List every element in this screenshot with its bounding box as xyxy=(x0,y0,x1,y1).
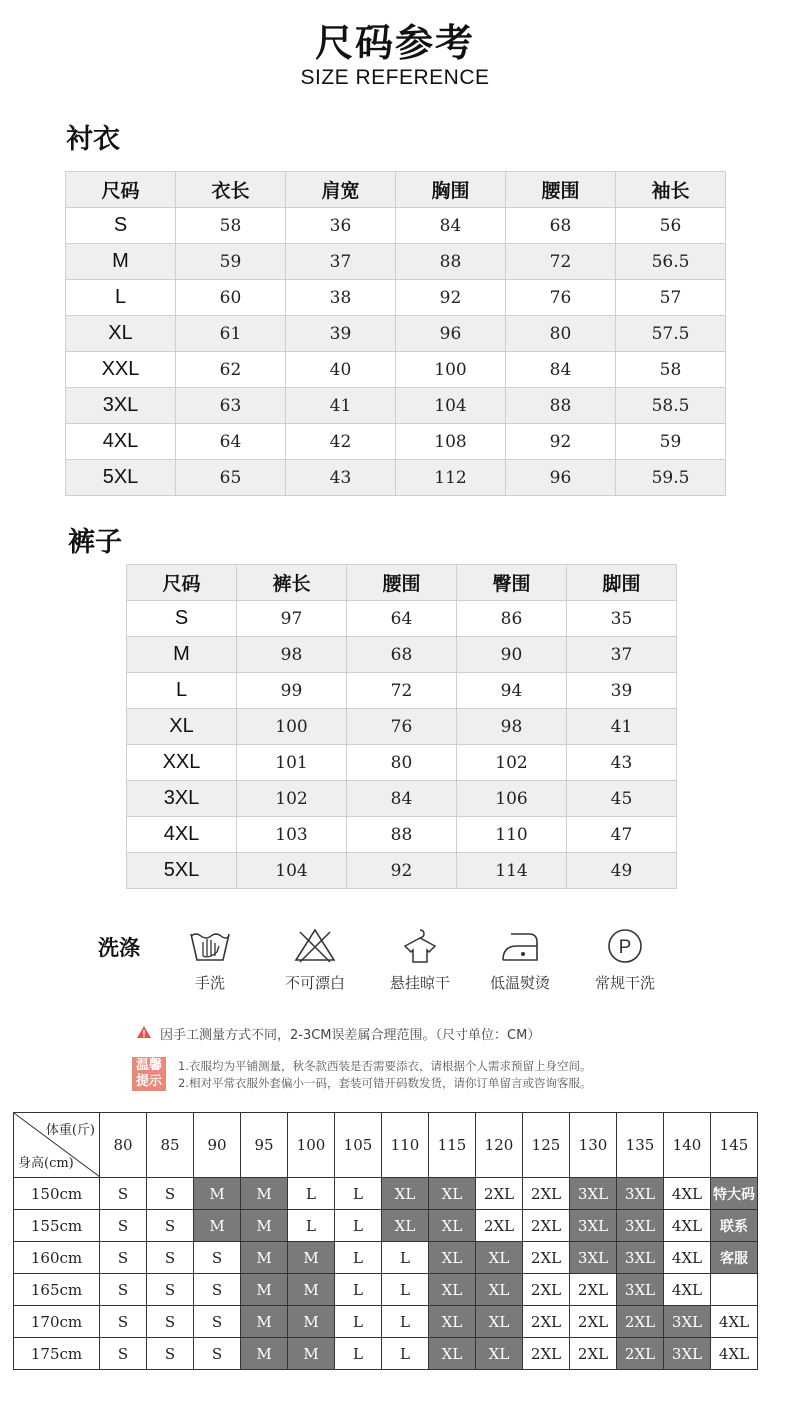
measurement-cell: 37 xyxy=(567,637,677,673)
recommended-size-cell: M xyxy=(241,1306,288,1338)
measurement-cell: 98 xyxy=(457,709,567,745)
measurement-cell: 42 xyxy=(286,424,396,460)
recommended-size-cell: XL xyxy=(429,1178,476,1210)
size-cell: XXL xyxy=(127,745,237,781)
table-row xyxy=(66,280,726,316)
recommended-size-cell: 2XL xyxy=(476,1178,523,1210)
measurement-cell: 68 xyxy=(506,208,616,244)
measurement-cell: 84 xyxy=(347,781,457,817)
measurement-cell: 84 xyxy=(396,208,506,244)
recommended-size-cell: S xyxy=(147,1178,194,1210)
measurement-cell: 106 xyxy=(457,781,567,817)
table-header-row xyxy=(66,172,726,208)
recommended-size-cell: L xyxy=(335,1242,382,1274)
measurement-cell: 112 xyxy=(396,460,506,496)
pants-size-table xyxy=(126,564,677,889)
measurement-cell: 45 xyxy=(567,781,677,817)
height-row xyxy=(14,1306,758,1338)
recommended-size-cell: L xyxy=(335,1178,382,1210)
care-section-title: 洗涤 xyxy=(98,936,140,960)
care-item-dry-clean xyxy=(580,926,670,993)
recommended-size-cell: S xyxy=(147,1242,194,1274)
recommended-size-cell: 3XL xyxy=(570,1242,617,1274)
table-row xyxy=(66,352,726,388)
recommended-size-cell: 3XL xyxy=(570,1178,617,1210)
measurement-cell: 57.5 xyxy=(616,316,726,352)
care-item-no-bleach xyxy=(270,926,360,993)
measurement-cell: 59.5 xyxy=(616,460,726,496)
table-row xyxy=(66,316,726,352)
recommended-size-cell: 2XL xyxy=(570,1274,617,1306)
recommended-size-cell: S xyxy=(194,1242,241,1274)
recommended-size-cell xyxy=(711,1274,758,1306)
measurement-cell: 80 xyxy=(347,745,457,781)
size-cell: 5XL xyxy=(66,460,176,496)
measurement-cell: 47 xyxy=(567,817,677,853)
measurement-cell: 100 xyxy=(396,352,506,388)
recommended-size-cell: 4XL xyxy=(664,1242,711,1274)
measurement-cell: 57 xyxy=(616,280,726,316)
weight-header: 90 xyxy=(194,1113,241,1178)
table-row xyxy=(127,745,677,781)
measurement-cell: 65 xyxy=(176,460,286,496)
recommended-size-cell: XL xyxy=(429,1306,476,1338)
recommended-size-cell: S xyxy=(194,1274,241,1306)
measurement-cell: 58.5 xyxy=(616,388,726,424)
measurement-cell: 97 xyxy=(237,601,347,637)
recommended-size-cell: 3XL xyxy=(617,1242,664,1274)
recommended-size-cell: 2XL xyxy=(617,1338,664,1370)
weight-header: 80 xyxy=(100,1113,147,1178)
height-row xyxy=(14,1338,758,1370)
recommended-size-cell: 2XL xyxy=(523,1210,570,1242)
pants-section-title: 裤子 xyxy=(68,527,122,558)
height-row xyxy=(14,1242,758,1274)
weight-header: 140 xyxy=(664,1113,711,1178)
weight-header: 105 xyxy=(335,1113,382,1178)
measurement-cell: 94 xyxy=(457,673,567,709)
corner-cell xyxy=(14,1113,100,1178)
column-header: 腰围 xyxy=(506,172,616,208)
measurement-cell: 72 xyxy=(347,673,457,709)
weight-header: 110 xyxy=(382,1113,429,1178)
recommended-size-cell: 2XL xyxy=(523,1274,570,1306)
measurement-cell: 43 xyxy=(567,745,677,781)
column-header: 尺码 xyxy=(127,565,237,601)
size-cell: 4XL xyxy=(127,817,237,853)
no-bleach-icon xyxy=(270,926,360,966)
weight-header: 125 xyxy=(523,1113,570,1178)
table-row xyxy=(127,709,677,745)
table-header-row xyxy=(127,565,677,601)
table-row xyxy=(127,817,677,853)
size-cell: XXL xyxy=(66,352,176,388)
recommended-size-cell: 3XL xyxy=(617,1178,664,1210)
weight-header: 85 xyxy=(147,1113,194,1178)
measurement-cell: 36 xyxy=(286,208,396,244)
measurement-cell: 59 xyxy=(176,244,286,280)
recommended-size-cell: XL xyxy=(476,1306,523,1338)
measurement-cell: 84 xyxy=(506,352,616,388)
column-header: 裤长 xyxy=(237,565,347,601)
size-cell: L xyxy=(66,280,176,316)
column-header: 臀围 xyxy=(457,565,567,601)
care-label: 常规干洗 xyxy=(594,974,655,992)
measurement-cell: 63 xyxy=(176,388,286,424)
tips-badge-line: 提示 xyxy=(135,1074,162,1089)
shirt-section-title: 衬衣 xyxy=(66,124,120,155)
recommended-size-cell: S xyxy=(147,1338,194,1370)
recommended-size-cell: M xyxy=(241,1210,288,1242)
recommended-size-cell: S xyxy=(147,1306,194,1338)
recommended-size-cell: XL xyxy=(476,1338,523,1370)
table-row xyxy=(127,637,677,673)
weight-header: 115 xyxy=(429,1113,476,1178)
height-axis-label: 身高(cm) xyxy=(18,1156,74,1171)
table-row xyxy=(66,424,726,460)
recommended-size-cell: S xyxy=(147,1274,194,1306)
size-cell: M xyxy=(127,637,237,673)
measurement-cell: 40 xyxy=(286,352,396,388)
recommended-size-cell: XL xyxy=(429,1210,476,1242)
height-label: 175cm xyxy=(14,1338,100,1370)
measurement-cell: 86 xyxy=(457,601,567,637)
recommended-size-cell: 2XL xyxy=(570,1306,617,1338)
recommended-size-cell: M xyxy=(288,1306,335,1338)
measurement-cell: 92 xyxy=(506,424,616,460)
recommended-size-cell: XL xyxy=(476,1274,523,1306)
measurement-cell: 38 xyxy=(286,280,396,316)
column-header: 袖长 xyxy=(616,172,726,208)
measurement-cell: 35 xyxy=(567,601,677,637)
recommended-size-cell: L xyxy=(382,1274,429,1306)
recommended-size-cell: M xyxy=(194,1178,241,1210)
measurement-cell: 37 xyxy=(286,244,396,280)
measurement-cell: 103 xyxy=(237,817,347,853)
tip-line: 1.衣服均为平铺测量，秋冬款西装是否需要添衣，请根据个人需求预留上身空间。 xyxy=(178,1059,592,1073)
size-cell: 4XL xyxy=(66,424,176,460)
size-cell: S xyxy=(127,601,237,637)
measurement-cell: 104 xyxy=(396,388,506,424)
table-row xyxy=(66,244,726,280)
recommended-size-cell: S xyxy=(100,1274,147,1306)
measurement-cell: 49 xyxy=(567,853,677,889)
measurement-cell: 114 xyxy=(457,853,567,889)
hand-wash-icon xyxy=(165,926,255,966)
measurement-cell: 88 xyxy=(506,388,616,424)
recommended-size-cell: 4XL xyxy=(711,1338,758,1370)
hang-dry-icon xyxy=(375,926,465,966)
table-row xyxy=(66,460,726,496)
column-header: 衣长 xyxy=(176,172,286,208)
tips-badge-line: 温馨 xyxy=(135,1058,162,1073)
measurement-cell: 62 xyxy=(176,352,286,388)
weight-header: 95 xyxy=(241,1113,288,1178)
measurement-cell: 98 xyxy=(237,637,347,673)
tips-text xyxy=(178,1058,591,1092)
recommended-size-cell: S xyxy=(147,1210,194,1242)
size-cell: 5XL xyxy=(127,853,237,889)
recommended-size-cell: S xyxy=(100,1242,147,1274)
size-cell: XL xyxy=(66,316,176,352)
recommended-size-cell: XL xyxy=(429,1242,476,1274)
height-label: 155cm xyxy=(14,1210,100,1242)
recommended-size-cell: M xyxy=(241,1274,288,1306)
recommended-size-cell: XL xyxy=(382,1178,429,1210)
height-row xyxy=(14,1178,758,1210)
recommended-size-cell: 客服 xyxy=(711,1242,758,1274)
recommended-size-cell: 3XL xyxy=(570,1210,617,1242)
recommended-size-cell: 4XL xyxy=(664,1274,711,1306)
recommended-size-cell: 4XL xyxy=(711,1306,758,1338)
column-header: 脚围 xyxy=(567,565,677,601)
measurement-cell: 108 xyxy=(396,424,506,460)
height-label: 165cm xyxy=(14,1274,100,1306)
measurement-cell: 88 xyxy=(347,817,457,853)
care-label: 悬挂晾干 xyxy=(389,974,450,992)
recommended-size-cell: L xyxy=(288,1210,335,1242)
column-header: 腰围 xyxy=(347,565,457,601)
recommended-size-cell: S xyxy=(100,1210,147,1242)
table-row xyxy=(127,673,677,709)
measurement-cell: 102 xyxy=(457,745,567,781)
measurement-cell: 41 xyxy=(286,388,396,424)
weight-axis-label: 体重(斤) xyxy=(45,1123,95,1138)
recommended-size-cell: 2XL xyxy=(617,1306,664,1338)
recommended-size-cell: L xyxy=(335,1210,382,1242)
weight-header: 145 xyxy=(711,1113,758,1178)
recommended-size-cell: S xyxy=(100,1306,147,1338)
measurement-cell: 56.5 xyxy=(616,244,726,280)
size-cell: XL xyxy=(127,709,237,745)
measurement-cell: 110 xyxy=(457,817,567,853)
recommended-size-cell: L xyxy=(382,1306,429,1338)
care-item-hang-dry xyxy=(375,926,465,993)
recommended-size-cell: 4XL xyxy=(664,1178,711,1210)
recommended-size-cell: 3XL xyxy=(617,1274,664,1306)
recommended-size-cell: S xyxy=(194,1306,241,1338)
recommended-size-cell: XL xyxy=(382,1210,429,1242)
recommended-size-cell: L xyxy=(335,1274,382,1306)
care-item-low-iron xyxy=(475,926,565,993)
size-cell: M xyxy=(66,244,176,280)
height-label: 170cm xyxy=(14,1306,100,1338)
table-row xyxy=(127,781,677,817)
measurement-cell: 72 xyxy=(506,244,616,280)
measurement-cell: 104 xyxy=(237,853,347,889)
care-label: 低温熨烫 xyxy=(489,974,550,992)
recommended-size-cell: L xyxy=(382,1338,429,1370)
measurement-notice xyxy=(136,1024,540,1043)
recommended-size-cell: 3XL xyxy=(664,1338,711,1370)
measurement-cell: 100 xyxy=(237,709,347,745)
shirt-size-table xyxy=(65,171,726,496)
recommended-size-cell: 3XL xyxy=(617,1210,664,1242)
tips-badge xyxy=(132,1057,166,1091)
weight-header: 120 xyxy=(476,1113,523,1178)
measurement-cell: 92 xyxy=(396,280,506,316)
measurement-cell: 60 xyxy=(176,280,286,316)
recommended-size-cell: M xyxy=(241,1242,288,1274)
measurement-cell: 39 xyxy=(567,673,677,709)
recommended-size-cell: XL xyxy=(429,1338,476,1370)
care-label: 不可漂白 xyxy=(284,974,345,992)
recommended-size-cell: S xyxy=(100,1338,147,1370)
measurement-cell: 76 xyxy=(506,280,616,316)
recommended-size-cell: 2XL xyxy=(523,1178,570,1210)
recommended-size-cell: 2XL xyxy=(476,1210,523,1242)
care-label: 手洗 xyxy=(194,974,225,992)
recommended-size-cell: 3XL xyxy=(664,1306,711,1338)
recommended-size-cell: 4XL xyxy=(664,1210,711,1242)
recommended-size-cell: 2XL xyxy=(523,1242,570,1274)
measurement-cell: 41 xyxy=(567,709,677,745)
measurement-cell: 92 xyxy=(347,853,457,889)
weight-header: 135 xyxy=(617,1113,664,1178)
size-cell: L xyxy=(127,673,237,709)
table-row xyxy=(127,601,677,637)
recommended-size-cell: 2XL xyxy=(570,1338,617,1370)
recommended-size-cell: XL xyxy=(476,1242,523,1274)
recommended-size-cell: 2XL xyxy=(523,1306,570,1338)
measurement-cell: 64 xyxy=(347,601,457,637)
measurement-cell: 80 xyxy=(506,316,616,352)
height-row xyxy=(14,1274,758,1306)
page-title: 尺码参考 xyxy=(314,21,475,65)
measurement-cell: 99 xyxy=(237,673,347,709)
measurement-cell: 59 xyxy=(616,424,726,460)
tip-line: 2.相对平常衣服外套偏小一码，套装可错开码数发货，请你订单留言或咨询客服。 xyxy=(178,1076,592,1090)
recommended-size-cell: 2XL xyxy=(523,1338,570,1370)
height-row xyxy=(14,1210,758,1242)
measurement-cell: 58 xyxy=(616,352,726,388)
recommended-size-cell: 特大码 xyxy=(711,1178,758,1210)
table-row xyxy=(66,388,726,424)
recommended-size-cell: S xyxy=(194,1338,241,1370)
height-label: 150cm xyxy=(14,1178,100,1210)
size-cell: S xyxy=(66,208,176,244)
size-cell: 3XL xyxy=(127,781,237,817)
care-item-hand-wash xyxy=(165,926,255,993)
measurement-cell: 102 xyxy=(237,781,347,817)
measurement-cell: 101 xyxy=(237,745,347,781)
recommended-size-cell: M xyxy=(241,1178,288,1210)
column-header: 肩宽 xyxy=(286,172,396,208)
table-row xyxy=(66,208,726,244)
measurement-cell: 58 xyxy=(176,208,286,244)
measurement-cell: 39 xyxy=(286,316,396,352)
weight-header: 100 xyxy=(288,1113,335,1178)
recommended-size-cell: S xyxy=(100,1178,147,1210)
recommended-size-cell: 联系 xyxy=(711,1210,758,1242)
measurement-cell: 96 xyxy=(396,316,506,352)
warning-icon xyxy=(136,1025,152,1043)
size-recommendation-table xyxy=(13,1112,758,1370)
measurement-cell: 90 xyxy=(457,637,567,673)
recommended-size-cell: L xyxy=(335,1338,382,1370)
recommended-size-cell: L xyxy=(288,1178,335,1210)
measurement-cell: 64 xyxy=(176,424,286,460)
low-iron-icon xyxy=(475,926,565,966)
measurement-cell: 96 xyxy=(506,460,616,496)
weight-header-row xyxy=(14,1113,758,1178)
svg-text:P: P xyxy=(618,937,632,958)
recommended-size-cell: XL xyxy=(429,1274,476,1306)
recommended-size-cell: L xyxy=(335,1306,382,1338)
recommended-size-cell: M xyxy=(288,1242,335,1274)
notice-text: 因手工测量方式不同，2-3CM误差属合理范围。（尺寸单位：CM） xyxy=(160,1028,541,1043)
height-label: 160cm xyxy=(14,1242,100,1274)
measurement-cell: 68 xyxy=(347,637,457,673)
recommended-size-cell: M xyxy=(288,1338,335,1370)
recommended-size-cell: M xyxy=(241,1338,288,1370)
measurement-cell: 61 xyxy=(176,316,286,352)
weight-header: 130 xyxy=(570,1113,617,1178)
measurement-cell: 43 xyxy=(286,460,396,496)
recommended-size-cell: M xyxy=(288,1274,335,1306)
dry-clean-icon xyxy=(580,926,670,966)
column-header: 胸围 xyxy=(396,172,506,208)
recommended-size-cell: L xyxy=(382,1242,429,1274)
measurement-cell: 76 xyxy=(347,709,457,745)
table-row xyxy=(127,853,677,889)
size-cell: 3XL xyxy=(66,388,176,424)
column-header: 尺码 xyxy=(66,172,176,208)
recommended-size-cell: M xyxy=(194,1210,241,1242)
measurement-cell: 56 xyxy=(616,208,726,244)
page-subtitle: SIZE REFERENCE xyxy=(300,66,490,89)
measurement-cell: 88 xyxy=(396,244,506,280)
